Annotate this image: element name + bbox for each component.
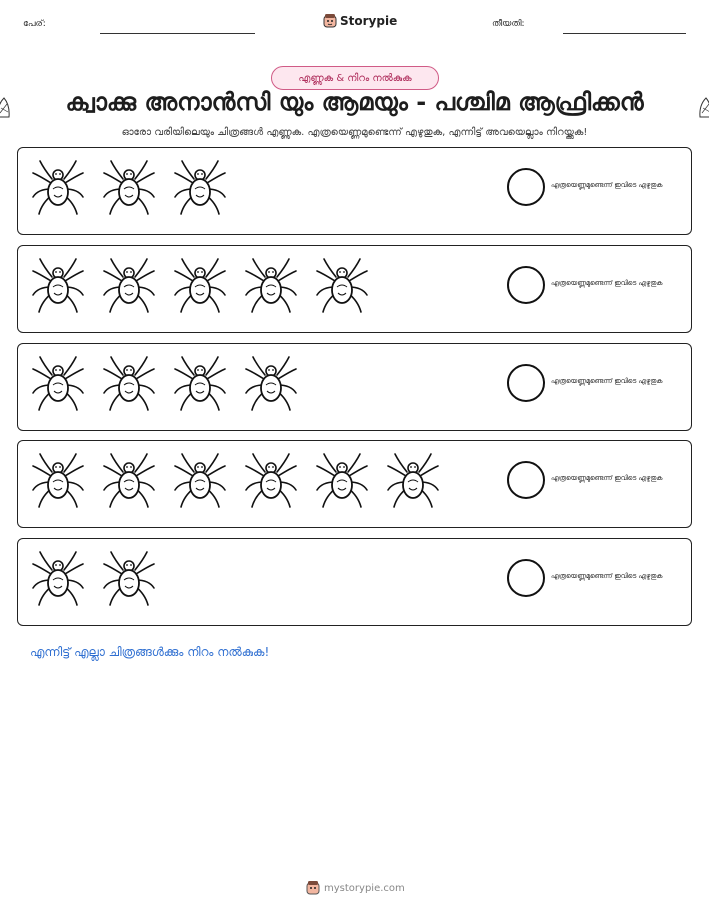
- footer-site: mystorypie.com: [324, 882, 405, 894]
- page-title: ക്വാക്കു അനാൻസി യും ആമയും - പശ്ചിമ ആഫ്രിക്കൻ: [65, 88, 644, 116]
- storypie-mascot-icon: [306, 880, 320, 896]
- spider-icon: [172, 159, 228, 217]
- count-row: [17, 440, 692, 528]
- activity-badge: എണ്ണുക & നിറം നൽകുക: [271, 66, 439, 90]
- answer-label: എത്രയെണ്ണമുണ്ടെന്ന് ഇവിടെ എഴുതുക: [551, 377, 663, 385]
- answer-label: എത്രയെണ്ണമുണ്ടെന്ന് ഇവിടെ എഴുതുക: [551, 474, 663, 482]
- spider-icon: [30, 452, 86, 510]
- storypie-mascot-icon: [323, 13, 337, 29]
- color-instruction: എന്നിട്ട് എല്ലാ ചിത്രങ്ങൾക്കും നിറം നൽകുക!: [30, 645, 270, 659]
- spider-icon: [101, 159, 157, 217]
- answer-circle[interactable]: [507, 364, 545, 402]
- spider-icon: [385, 452, 441, 510]
- spider-icon: [101, 550, 157, 608]
- spider-icon: [30, 355, 86, 413]
- answer-label: എത്രയെണ്ണമുണ്ടെന്ന് ഇവിടെ എഴുതുക: [551, 572, 663, 580]
- answer-label: എത്രയെണ്ണമുണ്ടെന്ന് ഇവിടെ എഴുതുക: [551, 279, 663, 287]
- spider-icon: [101, 257, 157, 315]
- footer-brand: [306, 880, 405, 896]
- spider-icon: [101, 355, 157, 413]
- answer-circle[interactable]: [507, 461, 545, 499]
- answer-circle[interactable]: [507, 559, 545, 597]
- answer-label: എത്രയെണ്ണമുണ്ടെന്ന് ഇവിടെ എഴുതുക: [551, 181, 663, 189]
- date-line[interactable]: [563, 33, 686, 34]
- spider-icon: [243, 355, 299, 413]
- spider-icon: [172, 355, 228, 413]
- spider-icon: [101, 452, 157, 510]
- brand-name: Storypie: [340, 14, 398, 28]
- brand-logo: [323, 13, 397, 29]
- spider-icon: [243, 257, 299, 315]
- spider-icon: [30, 550, 86, 608]
- instructions: ഓരോ വരിയിലെയും ചിത്രങ്ങൾ എണ്ണുക. എത്രയെണ്ണമുണ്ടെന്ന് എഴുതുക, എന്നിട്ട് അവയെല്ലാം നിറയ്ക്കുക!: [121, 127, 588, 138]
- date-label: തീയതി:: [492, 19, 525, 29]
- count-row: [17, 538, 692, 626]
- name-line[interactable]: [100, 33, 255, 34]
- turtle-icon: [697, 95, 709, 119]
- spider-icon: [172, 452, 228, 510]
- answer-circle[interactable]: [507, 266, 545, 304]
- answer-circle[interactable]: [507, 168, 545, 206]
- count-row: [17, 245, 692, 333]
- spider-icon: [314, 452, 370, 510]
- count-row: [17, 343, 692, 431]
- spider-icon: [30, 159, 86, 217]
- spider-icon: [172, 257, 228, 315]
- spider-icon: [314, 257, 370, 315]
- spider-icon: [30, 257, 86, 315]
- spider-icon: [243, 452, 299, 510]
- count-row: [17, 147, 692, 235]
- name-label: പേര്:: [23, 19, 46, 29]
